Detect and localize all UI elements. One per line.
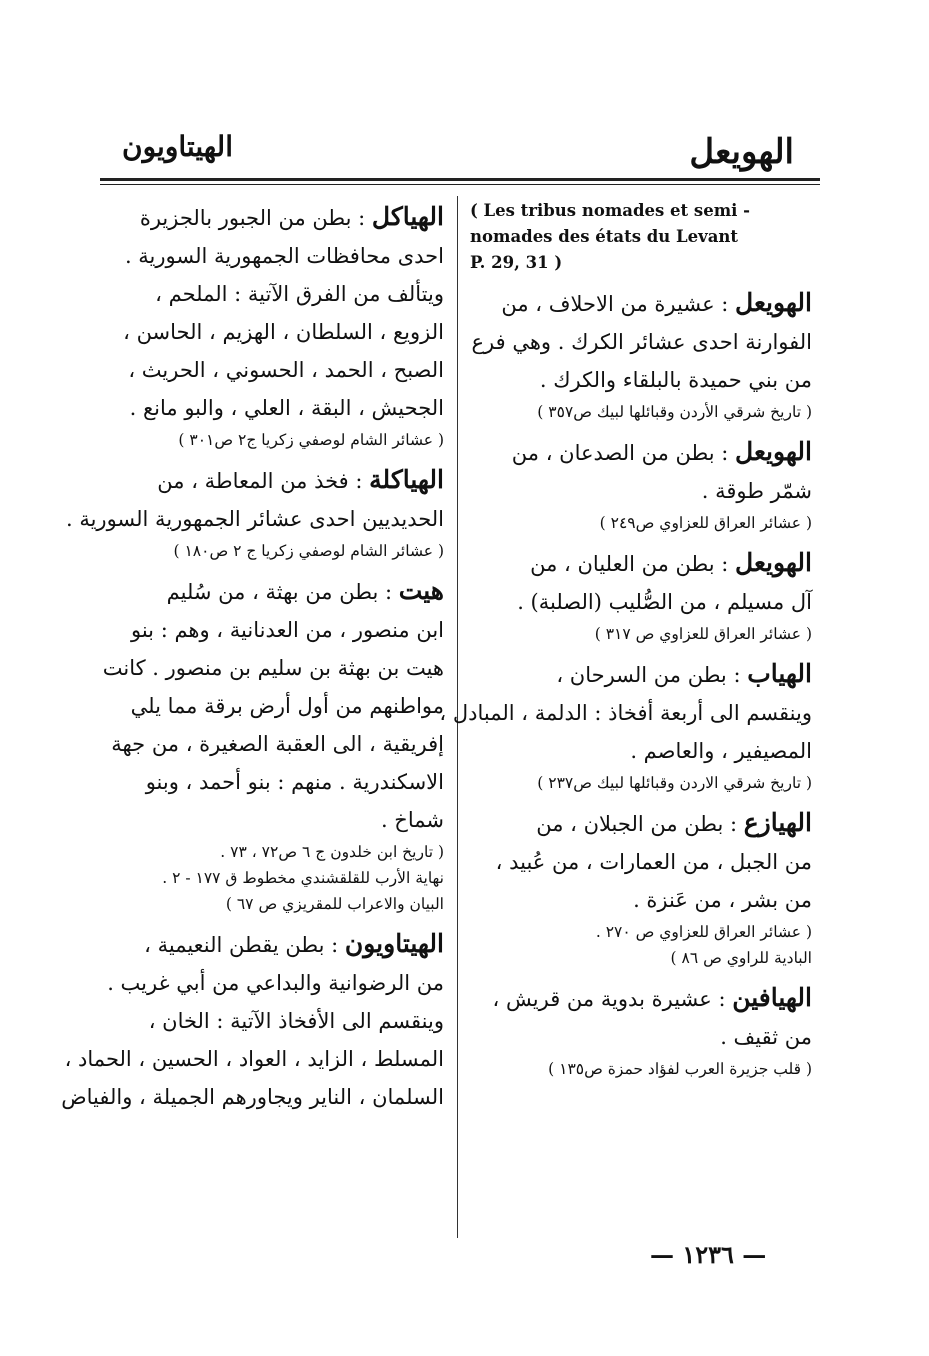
entry-text: من بني حميدة بالبلقاء والكرك . <box>539 368 812 392</box>
entry-text: الصبح ، الحمد ، الحسوني ، الحريث ، <box>128 358 444 382</box>
entry-text: ويتألف من الفرق الآتية : الملحم ، <box>155 282 444 306</box>
entry-line <box>470 583 812 621</box>
dictionary-entry <box>65 461 444 564</box>
entry-line <box>100 801 444 839</box>
entry-reference: البادية للراوي ص ٨٦ ) <box>670 949 812 967</box>
entry-reference: ( تاريخ شرقي الاردن وقبائلها لبيك ص٢٣٧ ) <box>537 774 812 792</box>
entry-line <box>470 472 812 510</box>
entry-reference: ( عشائر الشام لوصفي زكريا ج٢ ص٣٠١ ) <box>178 431 444 449</box>
entry-line <box>470 323 812 361</box>
entry-line <box>100 572 444 611</box>
entry-line <box>100 964 444 1002</box>
entry-line <box>470 881 812 919</box>
entry-headword: الهياكلة <box>369 465 444 494</box>
latin-line: P. 29, 31 ) <box>470 253 563 272</box>
left-column <box>61 198 444 1124</box>
entry-text: ابن منصور ، من العدنانية ، وهم : بنو <box>130 618 444 642</box>
entry-text: احدى محافظات الجمهورية السورية . <box>124 244 444 268</box>
dictionary-entry <box>470 544 812 647</box>
entry-reference: ( تاريخ ابن خلدون ج ٦ ص٧٢ ، ٧٣ . <box>220 843 444 861</box>
entry-text: : عشيرة بدوية من قريش ، <box>492 987 733 1011</box>
entry-reference: البيان والاعراب للمقريزي ص ٦٧ ) <box>225 895 444 913</box>
entry-line <box>100 389 444 427</box>
entry-reference: ( عشائر الشام لوصفي زكريا ج ٢ ص١٨٠ ) <box>173 542 444 560</box>
entry-headword: الهويعل <box>735 288 812 317</box>
entry-line <box>100 687 444 725</box>
entry-line <box>100 461 444 500</box>
running-header-right: الهويعل <box>689 132 794 172</box>
dictionary-entry <box>61 925 444 1116</box>
entry-text: إفريقية ، الى العقبة الصغيرة ، من جهة <box>111 732 444 756</box>
dictionary-entry <box>100 572 444 917</box>
entry-text: الفوارنة احدى عشائر الكرك . وهي فرع <box>471 330 812 354</box>
entry-headword: الهياكل <box>371 202 444 231</box>
entry-line <box>470 284 812 323</box>
entry-line <box>470 804 812 843</box>
entry-line <box>100 313 444 351</box>
entry-headword: الهويعل <box>735 548 812 577</box>
entry-line <box>100 198 444 237</box>
latin-citation <box>470 198 812 276</box>
entry-text: الجحيش ، البقة ، العلي ، والبو مانع . <box>129 396 444 420</box>
entry-line <box>100 763 444 801</box>
entry-line <box>470 1018 812 1056</box>
header-rule-thin <box>100 184 820 185</box>
entry-line <box>470 544 812 583</box>
entry-line <box>100 611 444 649</box>
entry-reference: نهاية الأرب للقلقشندي مخطوط ق ١٧٧ - ٢ . <box>162 869 444 887</box>
header-rule <box>100 178 820 181</box>
entry-line <box>470 979 812 1018</box>
entry-line <box>439 694 812 732</box>
right-column <box>439 198 812 1090</box>
entry-headword: الهيتاويون <box>344 929 444 958</box>
entry-text: وينقسم الى الأفخاذ الآتية : الخان ، <box>148 1009 444 1033</box>
entry-text: : بطن من السرحان ، <box>556 663 748 687</box>
entry-text: من ثقيف . <box>720 1025 812 1049</box>
entry-text: من بشر ، من عَنزة . <box>633 888 812 912</box>
entry-text: هيت بن بهثة بن سليم بن منصور . كانت <box>102 656 444 680</box>
page-number: — ١٢٣٦ — <box>650 1240 767 1269</box>
entry-text: السلمان ، الناير ويجاورهم الجميلة ، والفياض <box>61 1085 444 1109</box>
entry-text: من الجبل ، من العمارات ، من عُبيد ، <box>495 850 812 874</box>
entry-headword: الهياب <box>747 659 812 688</box>
entry-text: شماخ . <box>380 808 444 832</box>
dictionary-entry <box>470 804 812 971</box>
entry-text: مواطنهم من أول أرض برقة مما يلي <box>130 694 444 718</box>
entry-text: : بطن من الجبلان ، من <box>536 812 744 836</box>
entry-reference: ( قلب جزيرة العرب لفؤاد حمزة ص١٣٥ ) <box>548 1060 812 1078</box>
entry-line <box>100 649 444 687</box>
entry-headword: الهيافين <box>732 983 812 1012</box>
entry-line <box>470 361 812 399</box>
entry-line <box>100 275 444 313</box>
entry-line <box>100 351 444 389</box>
entry-text: شمّر طوقة . <box>701 479 812 503</box>
entry-text: : عشيرة من الاحلاف ، من <box>501 292 736 316</box>
entry-reference: ( عشائر العراق للعزاوي ص ٢٧٠ . <box>595 923 812 941</box>
entry-line <box>470 433 812 472</box>
latin-line: nomades des états du Levant <box>470 227 739 246</box>
entry-text: المسلط ، الزايد ، العواد ، الحسين ، الحماد ، <box>64 1047 444 1071</box>
entry-line <box>100 725 444 763</box>
latin-line: ( Les tribus nomades et semi - <box>470 201 751 220</box>
entry-text: : بطن من الجبور بالجزيرة <box>139 206 372 230</box>
dictionary-entry <box>439 655 812 796</box>
dictionary-entry <box>100 198 444 453</box>
running-header-left: الهيتاويون <box>122 130 233 163</box>
entry-text: وينقسم الى أربعة أفخاذ : الدلمة ، المبادل ، <box>439 701 812 725</box>
entry-headword: هيت <box>398 576 444 605</box>
entry-text: آل مسيلم ، من الصُّليب (الصلبة) . <box>517 590 812 614</box>
entry-line <box>61 1078 444 1116</box>
entry-headword: الهويعل <box>735 437 812 466</box>
entry-line <box>100 237 444 275</box>
entry-reference: ( عشائر العراق للعزاوي ص ٣١٧ ) <box>594 625 812 643</box>
entry-text: : بطن يقطن النعيمية ، <box>144 933 345 957</box>
entry-line <box>470 732 812 770</box>
entry-text: : بطن من الصدعان ، من <box>511 441 736 465</box>
dictionary-entry <box>470 979 812 1082</box>
entry-text: : فخذ من المعاطة ، من <box>157 469 370 493</box>
entry-text: الزويع ، السلطان ، الهزيم ، الحاسن ، <box>123 320 444 344</box>
entry-text: من الرضوانية والبداعي من أبي غريب . <box>107 971 444 995</box>
entry-text: : بطن من العليان ، من <box>530 552 736 576</box>
entry-line <box>64 1040 444 1078</box>
entry-headword: الهيازع <box>743 808 812 837</box>
entry-line <box>470 843 812 881</box>
entry-text: المصيفير ، والعاصم . <box>630 739 812 763</box>
entry-text: الاسكندرية . منهم : بنو أحمد ، وبنو <box>145 770 444 794</box>
entry-text: : بطن من بهثة ، من سُليم <box>166 580 399 604</box>
entry-line <box>470 655 812 694</box>
dictionary-entry <box>470 433 812 536</box>
dictionary-entry <box>470 284 812 425</box>
entry-text: الحديديين احدى عشائر الجمهورية السورية . <box>65 507 444 531</box>
entry-line <box>65 500 444 538</box>
entry-reference: ( عشائر العراق للعزاوي ص٢٤٩ ) <box>599 514 812 532</box>
entry-reference: ( تاريخ شرقي الأردن وقبائلها لبيك ص٣٥٧ ) <box>537 403 812 421</box>
entry-line <box>100 925 444 964</box>
entry-line <box>100 1002 444 1040</box>
